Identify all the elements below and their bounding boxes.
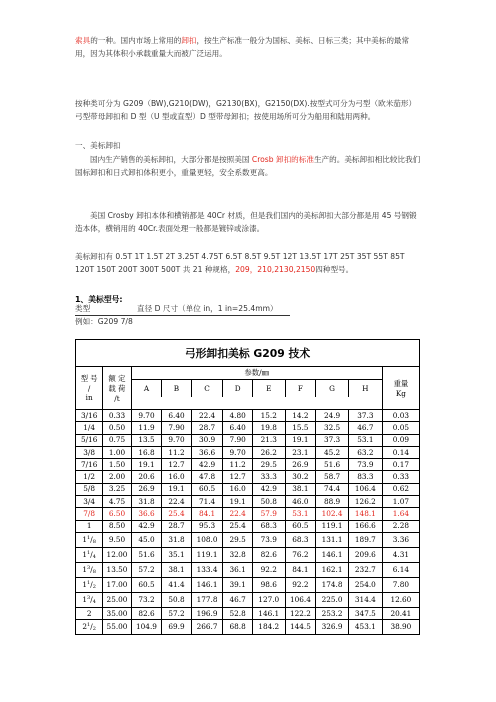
cell-value: 53.1 [285,508,316,520]
model-fraction-part: 3 [87,564,91,571]
cell-value: 19.1 [131,459,162,471]
cell-value: 4.31 [382,547,419,562]
cell-value: 162.1 [316,562,349,577]
cell-model: 7/16 [76,459,103,471]
cell-value: 146.1 [191,577,223,592]
cell-model [76,620,103,635]
cell-value: 22.4 [162,496,191,508]
cell-value: 31.8 [131,496,162,508]
cell-model: 3/16 [76,410,103,422]
spec-text-segment: 四种型号。 [315,265,354,274]
cell-value: 16.8 [131,446,162,458]
cell-value: 82.6 [131,607,162,619]
cell-model: 2 [76,607,103,619]
cell-value: 6.40 [162,410,191,422]
model-fraction-part: 1 [87,622,91,629]
cell-value: 45.0 [131,532,162,547]
cell-value: 19.1 [223,496,252,508]
cell-value: 1.50 [103,459,131,471]
diameter-label: 直径 D 尺寸（单位 in，1 in=25.4mm） [137,304,278,313]
cell-value: 25.4 [162,508,191,520]
cell-value: 7.90 [223,434,252,446]
header-load-line: 载 荷 [108,383,126,393]
table-row [76,577,420,592]
cell-value: 0.09 [382,434,419,446]
table-row [76,547,420,562]
cell-value: 232.7 [348,562,382,577]
cell-model: 1/2 [76,471,103,483]
cell-value: 82.6 [252,547,285,562]
cell-value: 11.9 [131,422,162,434]
cell-value: 13.5 [131,434,162,446]
cell-value: 13.50 [103,562,131,577]
cell-value: 33.3 [252,471,285,483]
cell-value: 60.5 [191,483,223,495]
header-weight [382,367,419,410]
cell-value: 30.2 [285,471,316,483]
cell-value: 12.60 [382,592,419,607]
type-label: 类型 [75,304,91,313]
cell-value: 38.90 [382,620,419,635]
model-example: 例如：G209 7/8 [75,317,133,326]
cell-value: 52.8 [223,607,252,619]
cell-value: 29.5 [223,532,252,547]
cell-model [76,577,103,592]
section-paragraph-specifications [75,250,421,276]
cell-value: 41.4 [162,577,191,592]
cell-value: 12.00 [103,547,131,562]
cell-value: 73.9 [348,459,382,471]
table-row [76,483,420,495]
section-paragraph-crosby-standard [75,153,421,179]
cell-value: 69.9 [162,620,191,635]
cell-value: 174.8 [316,577,349,592]
table-row [76,459,420,471]
cell-value: 326.9 [316,620,349,635]
cell-model [76,562,103,577]
cell-value: 16.0 [223,483,252,495]
cell-value: 177.8 [191,592,223,607]
cell-value: 184.2 [252,620,285,635]
cell-value: 0.33 [382,471,419,483]
cell-value: 57.2 [162,607,191,619]
cell-value: 68.3 [285,532,316,547]
cell-value: 74.4 [316,483,349,495]
model-fraction-part: / [90,549,93,559]
cell-value: 253.2 [316,607,349,619]
cell-value: 26.2 [252,446,285,458]
cell-value: 35.00 [103,607,131,619]
cell-value: 189.7 [348,532,382,547]
g209-spec-table [75,339,420,635]
cell-value: 119.1 [316,520,349,532]
cell-value: 38.1 [285,483,316,495]
cell-value: 15.5 [285,422,316,434]
cell-value: 38.1 [162,562,191,577]
cell-value: 9.70 [162,434,191,446]
model-fraction-part: 4 [92,598,96,605]
cell-model [76,592,103,607]
table-row [76,508,420,520]
table-title: 弓形卸扣美标 G209 技术 [76,340,420,367]
cell-value: 9.50 [103,532,131,547]
cell-value: 51.6 [131,547,162,562]
cell-value: 209.6 [348,547,382,562]
cell-value: 106.4 [285,592,316,607]
cell-value: 92.2 [252,562,285,577]
cell-value: 68.3 [252,520,285,532]
model-fraction-part: / [90,594,93,604]
cell-value: 37.3 [316,434,349,446]
cell-value: 106.4 [348,483,382,495]
cell-value: 53.1 [348,434,382,446]
model-fraction-part: 1 [82,594,88,604]
cell-value: 30.9 [191,434,223,446]
cell-value: 57.2 [131,562,162,577]
cell-value: 7.90 [162,422,191,434]
cell-value: 0.14 [382,446,419,458]
header-weight-line: Kg [395,388,406,398]
cell-value: 453.1 [348,620,382,635]
cell-value: 16.0 [162,471,191,483]
model-fraction-part: / [90,622,93,632]
crosby-text-segment: Crosb 卸扣的标准 [251,155,314,164]
column-header-h: H [348,380,382,398]
table-row [76,532,420,547]
model-fraction-part: 3 [87,594,91,601]
cell-value: 57.9 [252,508,285,520]
cell-value: 0.05 [382,422,419,434]
cell-value: 36.6 [191,446,223,458]
cell-value: 4.75 [103,496,131,508]
cell-value: 42.9 [191,459,223,471]
cell-model [76,547,103,562]
header-weight-line: 重量 [393,378,409,388]
cell-value: 60.5 [285,520,316,532]
header-rated-load [103,367,131,410]
cell-value: 0.62 [382,483,419,495]
cell-value: 46.7 [348,422,382,434]
cell-value: 28.7 [191,422,223,434]
header-model [76,367,103,410]
cell-value: 45.2 [316,446,349,458]
cell-value: 50.8 [252,496,285,508]
cell-value: 21.3 [252,434,285,446]
cell-value: 25.4 [223,520,252,532]
cell-value: 3.36 [382,532,419,547]
cell-value: 131.1 [316,532,349,547]
cell-value: 47.8 [191,471,223,483]
cell-value: 73.9 [252,532,285,547]
cell-value: 39.1 [223,577,252,592]
intro-paragraph-1 [75,34,421,60]
intro-text-segment: 的一种。国内市场上常用的 [90,36,182,45]
cell-value: 6.50 [103,508,131,520]
cell-model: 3/8 [76,446,103,458]
cell-value: 126.2 [348,496,382,508]
cell-value: 32.8 [223,547,252,562]
header-model-line: in [85,393,93,402]
table-row [76,446,420,458]
cell-value: 0.03 [382,410,419,422]
model-fraction-part: / [90,564,93,574]
model-fraction-part: 1 [82,579,88,589]
model-fraction-part: 1 [82,534,88,544]
cell-model: 5/16 [76,434,103,446]
model-fraction-part: 2 [92,583,96,590]
cell-value: 76.2 [285,547,316,562]
cell-value: 225.0 [316,592,349,607]
cell-value: 28.7 [162,520,191,532]
intro-paragraph-2: 按种类可分为 G209（BW),G210(DW)，G2130(BX)，G2150(DX).按型式可分为弓型（欧米茄形）弓型带母卸扣和 D 型（U 型或直型）D 型带母卸扣；按使用场所可分为船用和陆用两种。 [75,99,417,121]
cell-value: 2.00 [103,471,131,483]
model-fraction-part: / [90,534,93,544]
table-row [76,592,420,607]
column-header-c: C [191,380,223,398]
cell-value: 254.0 [348,577,382,592]
cell-value: 31.8 [162,532,191,547]
cell-value: 29.5 [252,459,285,471]
cell-value: 19.1 [162,483,191,495]
cell-value: 146.1 [316,547,349,562]
cell-value: 68.8 [223,620,252,635]
cell-value: 15.2 [252,410,285,422]
cell-value: 55.00 [103,620,131,635]
cell-value: 166.6 [348,520,382,532]
cell-value: 63.2 [348,446,382,458]
cell-value: 51.6 [316,459,349,471]
cell-value: 42.9 [131,520,162,532]
cell-value: 6.14 [382,562,419,577]
cell-value: 11.2 [223,459,252,471]
cell-model: 1 [76,520,103,532]
cell-value: 50.8 [162,592,191,607]
cell-value: 314.4 [348,592,382,607]
cell-value: 42.9 [252,483,285,495]
model-heading: 1、美标型号: [75,295,123,304]
header-spacer [131,397,382,410]
table-row [76,471,420,483]
cell-value: 0.17 [382,459,419,471]
cell-value: 22.4 [191,410,223,422]
intro-text-segment: 索具 [75,36,91,45]
cell-value: 14.2 [285,410,316,422]
cell-value: 92.2 [285,577,316,592]
table-row [76,496,420,508]
cell-value: 8.50 [103,520,131,532]
table-row [76,562,420,577]
cell-value: 98.6 [252,577,285,592]
model-fraction-part: 1 [82,549,88,559]
cell-model: 3/4 [76,496,103,508]
cell-value: 22.4 [223,508,252,520]
table-row [76,520,420,532]
cell-value: 84.1 [191,508,223,520]
table-row [76,607,420,619]
cell-value: 347.5 [348,607,382,619]
cell-value: 36.1 [223,562,252,577]
cell-value: 104.9 [131,620,162,635]
cell-value: 95.3 [191,520,223,532]
model-fraction-part: 1 [87,579,91,586]
cell-value: 17.00 [103,577,131,592]
cell-value: 0.75 [103,434,131,446]
cell-value: 146.1 [252,607,285,619]
cell-value: 58.7 [316,471,349,483]
cell-value: 32.5 [316,422,349,434]
cell-value: 19.1 [285,434,316,446]
cell-value: 1.07 [382,496,419,508]
section-paragraph-material: 美国 Crosby 卸扣本体和横销都是 40Cr 材质，但是我们国内的美标卸扣大部分都是用 45 号钢锻造本体，横销用的 40Cr.表面处理一般都是镀锌或涂漆。 [75,211,417,233]
spec-text-segment: 美标卸扣有 0.5T 1T 1.5T 2T 3.25T 4.75T 6.5T 8.5T 9.5T 12T 13.5T 17T 25T 35T 55T 85T 120T 150T 200T 300T 500T 共 21 种规格， [75,252,405,274]
table-row [76,410,420,422]
model-fraction-part: 2 [82,622,88,632]
cell-value: 119.1 [191,547,223,562]
cell-value: 71.4 [191,496,223,508]
header-parameters: 参数/㎜ [131,367,382,380]
intro-text-segment: ，按生产标准一般分为国标、美标、日标三类；其中美标的最常用，因为其体积小承载重量大而被广泛运用。 [75,36,410,58]
cell-value: 1.64 [382,508,419,520]
cell-value: 73.2 [131,592,162,607]
spec-text-segment: 209，210,2130,2150 [235,265,316,274]
cell-model: 5/8 [76,483,103,495]
model-fraction-part: 1 [82,564,88,574]
model-fraction-part: / [90,579,93,589]
cell-value: 19.8 [252,422,285,434]
cell-value: 108.0 [191,532,223,547]
header-model-line: / [87,384,91,393]
header-load-line: 额 定 [108,373,126,383]
cell-value: 3.25 [103,483,131,495]
table-row [76,620,420,635]
column-header-d: D [223,380,252,398]
cell-value: 11.2 [162,446,191,458]
cell-value: 196.9 [191,607,223,619]
cell-value: 23.1 [285,446,316,458]
cell-value: 83.3 [348,471,382,483]
crosby-text-segment: 生产的。美标卸扣相比较比我们国标卸扣和日式卸扣体积更小，重量更轻，安全系数更高。 [75,155,421,177]
crosby-text-segment: 国内生产销售的美标卸扣，大部分都是按照美国 [90,155,252,164]
cell-value: 46.0 [285,496,316,508]
cell-value: 35.1 [162,547,191,562]
cell-value: 0.50 [103,422,131,434]
model-fraction-part: 1 [87,534,91,541]
cell-model: 1/4 [76,422,103,434]
model-fraction-part: 1 [87,549,91,556]
cell-value: 88.9 [316,496,349,508]
cell-value: 7.80 [382,577,419,592]
table-row [76,422,420,434]
cell-value: 26.9 [131,483,162,495]
cell-value: 26.9 [285,459,316,471]
cell-model: 7/8 [76,508,103,520]
cell-value: 20.6 [131,471,162,483]
cell-value: 9.70 [131,410,162,422]
model-fraction-part: 2 [92,626,96,633]
cell-value: 102.4 [316,508,349,520]
column-header-e: E [252,380,285,398]
column-header-b: B [162,380,191,398]
cell-value: 9.70 [223,446,252,458]
cell-value: 122.2 [285,607,316,619]
cell-value: 144.5 [285,620,316,635]
cell-value: 133.4 [191,562,223,577]
model-fraction-part: 4 [92,553,96,560]
cell-value: 46.7 [223,592,252,607]
model-fraction-part: 8 [92,568,96,575]
cell-value: 84.1 [285,562,316,577]
cell-value: 0.33 [103,410,131,422]
cell-value: 127.0 [252,592,285,607]
column-header-g: G [316,380,349,398]
cell-value: 25.00 [103,592,131,607]
cell-value: 20.41 [382,607,419,619]
cell-value: 1.00 [103,446,131,458]
header-load-line: /t [114,393,120,403]
cell-value: 6.40 [223,422,252,434]
column-header-f: F [285,380,316,398]
header-model-line: 型 号 [80,374,98,383]
table-row [76,434,420,446]
cell-value: 12.7 [162,459,191,471]
cell-value: 266.7 [191,620,223,635]
cell-value: 60.5 [131,577,162,592]
model-fraction-part: 8 [92,538,96,545]
cell-value: 36.6 [131,508,162,520]
intro-text-segment: 卸扣 [181,36,197,45]
cell-value: 2.28 [382,520,419,532]
cell-value: 24.9 [316,410,349,422]
cell-model [76,532,103,547]
column-header-a: A [131,380,162,398]
cell-value: 37.3 [348,410,382,422]
cell-value: 148.1 [348,508,382,520]
section-heading-american-shackle: 一、美标卸扣 [75,141,121,150]
cell-value: 12.7 [223,471,252,483]
cell-value: 4.80 [223,410,252,422]
